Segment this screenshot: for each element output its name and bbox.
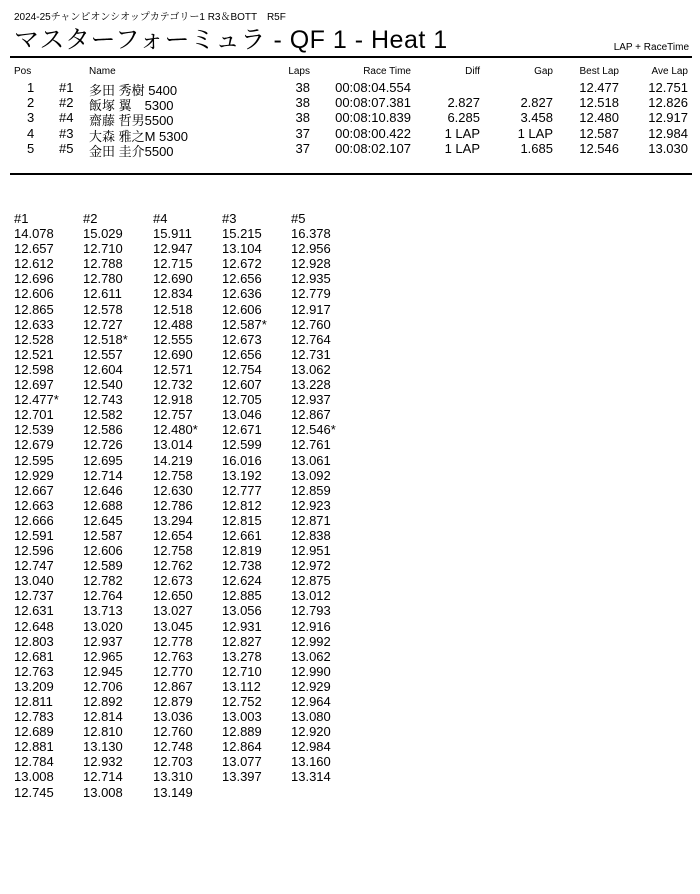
lap-time: 12.992 [291,633,331,649]
lap-time: 12.871 [291,512,331,528]
lap-time: 12.984 [291,739,331,755]
lap-time: 12.705 [222,392,262,408]
lap-time: 12.582 [83,407,123,423]
lap-time: 12.591 [14,527,54,543]
lap-time: 12.748 [153,739,193,755]
lap-time: 12.732 [153,377,193,393]
lap-time: 12.518* [83,331,128,347]
col-header-laps: Laps [288,66,310,77]
result-car-number: #1 [59,80,74,95]
result-car-number: #3 [59,125,74,141]
lap-time: 12.865 [14,301,54,317]
lap-time: 12.937 [83,633,123,649]
lap-time: 13.713 [83,603,123,619]
results-table [0,66,700,159]
result-car-number: #2 [59,95,74,111]
lap-time: 12.782 [83,573,123,589]
lap-time: 13.077 [222,754,262,770]
lap-time: 13.104 [222,241,262,257]
lap-time: 12.703 [153,754,193,770]
result-race-time: 00:08:02.107 [335,140,411,156]
lap-time: 12.889 [222,724,262,740]
lap-time: 13.045 [153,618,193,634]
lap-time: 12.612 [14,256,54,272]
result-row [0,80,700,98]
lap-time: 12.587 [83,527,123,543]
report-type-label: LAP + RaceTime [613,42,689,53]
result-diff: 1 LAP [444,125,480,141]
lap-time: 12.578 [83,301,123,317]
result-gap: 1 LAP [517,125,553,141]
lap-time: 15.911 [153,226,192,242]
result-laps: 38 [295,95,310,111]
lap-time: 12.864 [222,739,262,755]
result-car-number: #5 [59,140,74,156]
lap-time: 12.650 [153,588,193,604]
lap-time: 13.012 [291,588,331,604]
result-diff: 1 LAP [444,140,480,156]
lap-time: 12.646 [83,482,123,498]
lap-time: 12.671 [222,422,262,438]
lap-time: 14.078 [14,226,54,242]
lap-column [14,211,59,800]
lap-time: 12.679 [14,437,54,453]
page-title: マスターフォーミュラ - QF 1 - Heat 1 [14,26,448,54]
lap-time: 12.587* [222,316,267,332]
lap-time: 12.714 [83,467,123,483]
lap-time: 12.763 [14,663,54,679]
lap-time: 12.779 [291,286,331,302]
lap-time: 13.160 [291,754,331,770]
lap-time: 13.062 [291,648,331,664]
lap-time: 12.757 [153,407,193,423]
result-driver-name: 飯塚 翼 5300 [89,98,174,114]
lap-time: 12.657 [14,241,54,257]
lap-time: 16.016 [222,452,262,468]
result-driver-name: 大森 雅之M 5300 [89,128,188,144]
result-race-time: 00:08:07.381 [335,95,411,111]
lap-time: 12.875 [291,573,331,589]
lap-time: 12.606 [222,301,262,317]
lap-time: 12.786 [153,497,193,513]
lap-time: 12.879 [153,694,193,709]
col-header-ave-lap: Ave Lap [651,66,688,77]
result-row [0,140,700,159]
lap-time: 12.784 [14,754,54,770]
result-best-lap: 12.480 [579,110,619,126]
lap-time: 13.036 [153,709,193,725]
result-best-lap: 12.477 [579,80,619,95]
lap-time: 12.827 [222,633,262,649]
lap-time: 12.964 [291,694,331,709]
lap-time: 12.892 [83,694,123,709]
result-ave-lap: 13.030 [648,140,688,156]
lap-time: 12.947 [153,241,193,257]
lap-time: 12.606 [83,543,123,559]
lap-time: 14.219 [153,452,193,468]
result-pos: 1 [27,80,35,95]
lap-time: 12.764 [83,588,123,604]
lap-time: 12.838 [291,527,331,543]
lap-time: 12.706 [83,678,123,694]
lap-time: 12.633 [14,316,54,332]
lap-time: 12.918 [153,392,193,408]
lap-time: 12.667 [14,482,54,498]
lap-time: 13.003 [222,709,262,725]
lap-time: 12.928 [291,256,331,272]
results-header-row [0,66,700,80]
lap-time: 12.929 [291,678,331,694]
lap-time: 13.112 [222,678,261,694]
lap-time: 13.040 [14,573,54,589]
col-header-gap: Gap [534,66,553,77]
result-best-lap: 12.587 [579,125,619,141]
results-divider [10,173,692,175]
lap-time: 12.648 [14,618,54,634]
lap-time: 12.477* [14,392,59,408]
lap-time: 13.080 [291,709,331,725]
result-laps: 37 [295,140,310,156]
lap-time: 12.937 [291,392,331,408]
lap-time: 12.673 [222,331,262,347]
result-best-lap: 12.518 [579,95,619,111]
lap-time: 13.092 [291,467,331,483]
lap-time: 13.061 [291,452,331,468]
result-ave-lap: 12.984 [648,125,688,141]
lap-time: 12.803 [14,633,54,649]
lap-time: 12.743 [83,392,123,408]
lap-time: 12.738 [222,558,262,574]
lap-time: 12.726 [83,437,123,453]
lap-time: 12.758 [153,543,193,559]
lap-time: 13.192 [222,467,262,483]
col-header-best-lap: Best Lap [579,66,619,77]
lap-time: 12.885 [222,588,262,604]
lap-time: 12.528 [14,331,54,347]
result-ave-lap: 12.751 [648,80,688,95]
lap-time: 12.666 [14,512,54,528]
lap-time: 13.310 [153,769,193,785]
lap-time: 13.027 [153,603,193,619]
event-subtitle: 2024-25チャンピオンシオップカテゴリー1 R3＆BOTT R5F [14,12,286,23]
lap-time: 12.656 [222,271,262,287]
lap-time: 12.663 [14,497,54,513]
lap-time: 13.046 [222,407,262,423]
lap-time: 12.606 [14,286,54,302]
lap-time: 12.811 [14,694,53,709]
result-row [0,95,700,114]
lap-time: 12.920 [291,724,331,740]
lap-time: 12.480* [153,422,198,438]
lap-time: 12.819 [222,543,262,559]
lap-column [153,211,198,800]
lap-time: 12.867 [291,407,331,423]
result-race-time: 00:08:10.839 [335,110,411,126]
lap-time: 12.760 [291,316,331,332]
lap-time: 12.923 [291,497,331,513]
lap-time: 12.630 [153,482,193,498]
lap-time: 12.715 [153,256,193,272]
lap-time: 12.631 [14,603,54,619]
lap-time: 12.935 [291,271,331,287]
lap-time: 12.867 [153,678,193,694]
result-ave-lap: 12.826 [648,95,688,111]
lap-column-header: #3 [222,211,237,226]
lap-time: 13.008 [83,784,123,800]
lap-time: 12.763 [153,648,193,664]
lap-time: 12.624 [222,573,262,589]
lap-time: 12.945 [83,663,123,679]
lap-column-header: #1 [14,211,29,226]
result-gap: 1.685 [520,140,553,156]
result-row [0,110,700,129]
lap-time: 15.215 [222,226,262,242]
lap-time: 12.607 [222,377,262,393]
lap-time: 12.929 [14,467,54,483]
result-diff: 6.285 [447,110,480,126]
lap-time: 13.278 [222,648,262,664]
lap-time: 12.690 [153,346,193,362]
lap-time: 12.672 [222,256,262,272]
result-driver-name: 多田 秀樹 5400 [89,83,178,98]
lap-time: 12.783 [14,709,54,725]
lap-time: 12.555 [153,331,193,347]
result-best-lap: 12.546 [579,140,619,156]
lap-time: 12.916 [291,618,331,634]
result-laps: 38 [295,110,310,126]
lap-time: 13.294 [153,512,193,528]
lap-time: 12.539 [14,422,54,438]
lap-time: 12.760 [153,724,193,740]
lap-column-header: #4 [153,211,168,226]
lap-time: 12.604 [83,361,123,377]
lap-time: 12.762 [153,558,193,574]
result-ave-lap: 12.917 [648,110,688,126]
result-driver-name: 金田 圭介5500 [89,143,174,159]
result-car-number: #4 [59,110,74,126]
lap-time: 12.586 [83,422,123,438]
result-driver-name: 齋藤 哲男5500 [89,113,174,129]
result-pos: 2 [27,95,35,111]
lap-time: 12.645 [83,512,123,528]
lap-time: 12.761 [291,437,331,453]
lap-time: 12.540 [83,377,123,393]
col-header-name: Name [89,66,116,77]
lap-time: 12.636 [222,286,262,302]
lap-time: 12.881 [14,739,54,755]
lap-time: 12.834 [153,286,193,302]
lap-time: 12.599 [222,437,262,453]
lap-time: 12.737 [14,588,54,604]
lap-time: 13.314 [291,769,331,785]
lap-time: 12.972 [291,558,331,574]
lap-time: 13.062 [291,361,331,377]
lap-time: 12.814 [83,709,123,725]
lap-time: 12.546* [291,422,336,438]
lap-time: 12.727 [83,316,123,332]
lap-time: 12.595 [14,452,54,468]
lap-time: 16.378 [291,226,331,242]
col-header-race-time: Race Time [363,66,411,77]
lap-time: 12.690 [153,271,193,287]
lap-time: 12.917 [291,301,331,317]
lap-column [291,211,336,785]
lap-time: 12.788 [83,256,123,272]
result-race-time: 00:08:00.422 [335,125,411,141]
lap-time: 12.815 [222,512,262,528]
lap-time: 12.598 [14,361,54,377]
lap-time: 12.758 [153,467,193,483]
lap-time: 13.014 [153,437,193,453]
lap-time: 13.056 [222,603,262,619]
lap-column-header: #5 [291,211,306,226]
lap-time: 15.029 [83,226,123,242]
lap-time: 12.710 [83,241,123,257]
lap-time: 13.397 [222,769,262,785]
lap-time: 12.688 [83,497,123,513]
col-header-diff: Diff [465,66,480,77]
lap-column-header: #2 [83,211,98,226]
result-race-time: 00:08:04.554 [335,80,411,95]
result-row [0,125,700,144]
result-laps: 37 [295,125,310,141]
lap-time: 12.810 [83,724,123,740]
lap-time: 12.745 [14,784,54,800]
lap-time: 12.731 [291,346,331,362]
result-gap: 2.827 [520,95,553,111]
result-gap: 3.458 [520,110,553,126]
lap-time: 12.793 [291,603,331,619]
lap-time: 12.932 [83,754,123,770]
lap-time: 12.778 [153,633,193,649]
header-divider [10,56,692,58]
result-pos: 4 [27,125,35,141]
lap-time: 12.764 [291,331,331,347]
lap-time: 12.714 [83,769,123,785]
lap-time: 12.673 [153,573,193,589]
lap-time: 13.228 [291,377,331,393]
lap-time: 12.965 [83,648,123,664]
lap-time: 12.956 [291,241,331,257]
result-diff: 2.827 [447,95,480,111]
lap-time: 12.747 [14,558,54,574]
lap-time: 12.656 [222,346,262,362]
lap-column [222,211,267,785]
lap-time: 12.611 [83,286,122,302]
lap-time: 12.777 [222,482,262,498]
lap-time: 12.518 [153,301,193,317]
col-header-pos: Pos [14,66,32,77]
lap-time: 12.681 [14,648,54,664]
lap-time: 12.661 [222,527,262,543]
lap-time: 12.654 [153,527,193,543]
lap-time: 12.557 [83,346,123,362]
lap-time: 12.571 [153,361,193,377]
lap-time: 13.020 [83,618,123,634]
lap-time: 12.859 [291,482,331,498]
lap-time: 12.710 [222,663,262,679]
lap-time: 12.754 [222,361,262,377]
lap-time: 13.130 [83,739,123,755]
lap-time: 12.812 [222,497,262,513]
lap-column [83,211,128,800]
lap-time: 12.696 [14,271,54,287]
lap-time: 13.008 [14,769,54,785]
lap-time: 12.701 [14,407,54,423]
lap-time: 12.589 [83,558,123,574]
lap-time: 12.596 [14,543,54,559]
lap-time: 12.689 [14,724,54,740]
lap-time: 12.990 [291,663,331,679]
lap-time: 12.780 [83,271,123,287]
lap-time: 12.752 [222,694,262,709]
lap-time: 12.695 [83,452,123,468]
lap-time: 13.209 [14,678,54,694]
lap-time: 12.488 [153,316,193,332]
lap-time: 12.951 [291,543,331,559]
lap-time: 12.521 [14,346,54,362]
result-laps: 38 [295,80,310,95]
lap-time: 12.770 [153,663,193,679]
result-pos: 5 [27,140,35,156]
lap-time: 12.931 [222,618,262,634]
result-pos: 3 [27,110,35,126]
lap-time: 12.697 [14,377,54,393]
lap-time: 13.149 [153,784,193,800]
